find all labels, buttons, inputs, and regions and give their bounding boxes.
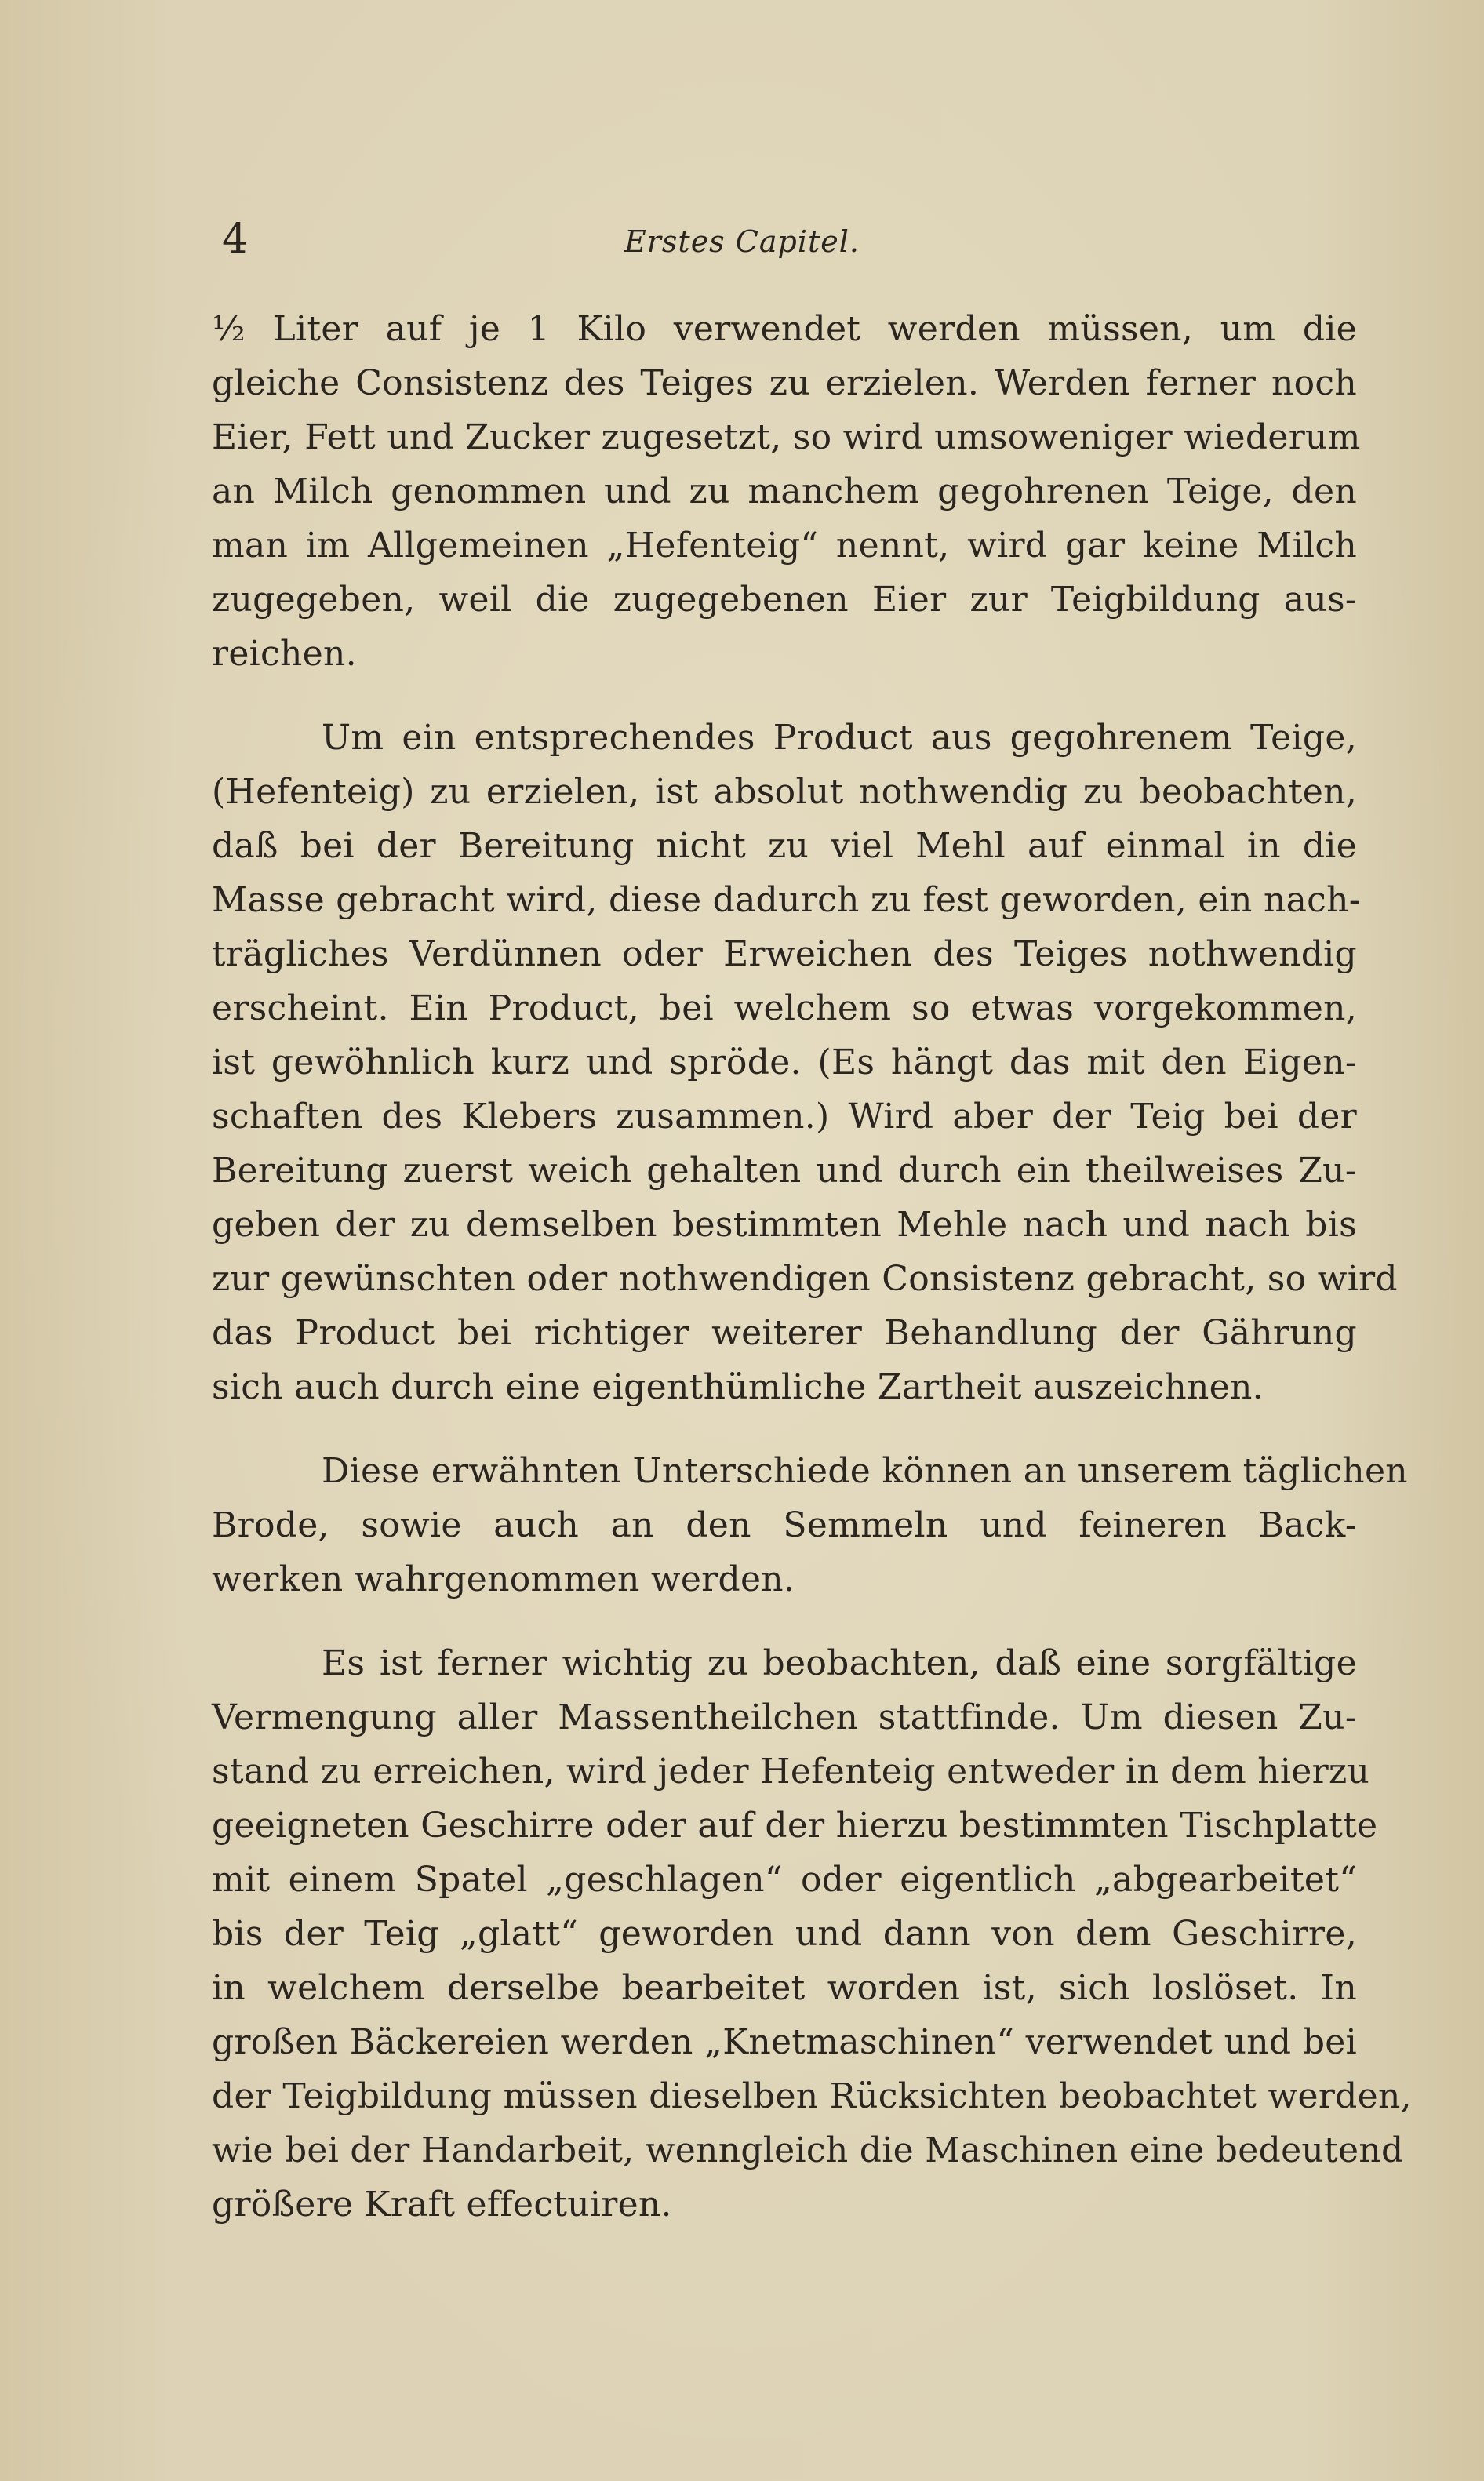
text-line: trägliches Verdünnen oder Erweichen des Teiges nothwendig (212, 934, 1357, 974)
text-line: wie bei der Handarbeit, wenngleich die Maschinen eine bedeutend (212, 2130, 1404, 2170)
text-line: größere Kraft effectuiren. (212, 2185, 672, 2225)
page-number: 4 (222, 216, 249, 263)
paragraph (212, 711, 1398, 1414)
text-line: erscheint. Ein Product, bei welchem so etwas vorgekommen, (212, 988, 1357, 1028)
text-line: man im Allgemeinen „Hefenteig“ nennt, wird gar keine Milch (212, 526, 1357, 566)
running-head: Erstes Capitel. (624, 224, 860, 259)
text-line: ½ Liter auf je 1 Kilo verwendet werden müssen, um die (212, 309, 1357, 349)
text-line: bis der Teig „glatt“ geworden und dann von dem Geschirre, (212, 1914, 1357, 1954)
text-line: Eier, Fett und Zucker zugesetzt, so wird umsoweniger wiederum (212, 417, 1361, 457)
text-line: Es ist ferner wichtig zu beobachten, daß eine sorgfältige (322, 1643, 1357, 1683)
text-line: schaften des Klebers zusammen.) Wird aber der Teig bei der (212, 1097, 1357, 1137)
text-line: sich auch durch eine eigenthümliche Zartheit auszeichnen. (212, 1367, 1264, 1407)
text-line: der Teigbildung müssen dieselben Rücksichten beobachtet werden, (212, 2076, 1412, 2116)
text-line: gleiche Consistenz des Teiges zu erzielen. Werden ferner noch (212, 363, 1357, 403)
paragraph (212, 1444, 1408, 1606)
text-line: stand zu erreichen, wird jeder Hefenteig entweder in dem hierzu (212, 1752, 1370, 1792)
text-line: Diese erwähnten Unterschiede können an unserem täglichen (322, 1451, 1408, 1491)
text-line: an Milch genommen und zu manchem gegohrenen Teige, den (212, 471, 1357, 511)
paragraph (212, 302, 1361, 681)
text-line: reichen. (212, 634, 357, 674)
text-line: (Hefenteig) zu erzielen, ist absolut nothwendig zu beobachten, (212, 772, 1357, 812)
page-header (0, 212, 1484, 267)
body-text (212, 302, 1412, 2232)
text-line: das Product bei richtiger weiterer Behandlung der Gährung (212, 1313, 1357, 1353)
text-line: geeigneten Geschirre oder auf der hierzu bestimmten Tischplatte (212, 1806, 1378, 1846)
text-line: ist gewöhnlich kurz und spröde. (Es hängt das mit den Eigen- (212, 1042, 1357, 1082)
paragraph (212, 1636, 1412, 2232)
text-line: daß bei der Bereitung nicht zu viel Mehl auf einmal in die (212, 826, 1357, 866)
text-line: Vermengung aller Massentheilchen stattfinde. Um diesen Zu- (212, 1697, 1357, 1737)
text-line: Bereitung zuerst weich gehalten und durch ein theilweises Zu- (212, 1151, 1357, 1191)
text-line: geben der zu demselben bestimmten Mehle nach und nach bis (212, 1205, 1357, 1245)
text-line: großen Bäckereien werden „Knetmaschinen“ verwendet und bei (212, 2022, 1357, 2062)
text-line: Masse gebracht wird, diese dadurch zu fest geworden, ein nach- (212, 880, 1361, 920)
text-line: zur gewünschten oder nothwendigen Consistenz gebracht, so wird (212, 1259, 1398, 1299)
text-line: Um ein entsprechendes Product aus gegohrenem Teige, (322, 718, 1357, 758)
text-line: in welchem derselbe bearbeitet worden ist, sich loslöset. In (212, 1968, 1357, 2008)
text-line: Brode, sowie auch an den Semmeln und feineren Back- (212, 1505, 1357, 1545)
text-line: werken wahrgenommen werden. (212, 1559, 795, 1599)
text-line: mit einem Spatel „geschlagen“ oder eigentlich „abgearbeitet“ (212, 1860, 1357, 1900)
text-line: zugegeben, weil die zugegebenen Eier zur Teigbildung aus- (212, 580, 1357, 620)
